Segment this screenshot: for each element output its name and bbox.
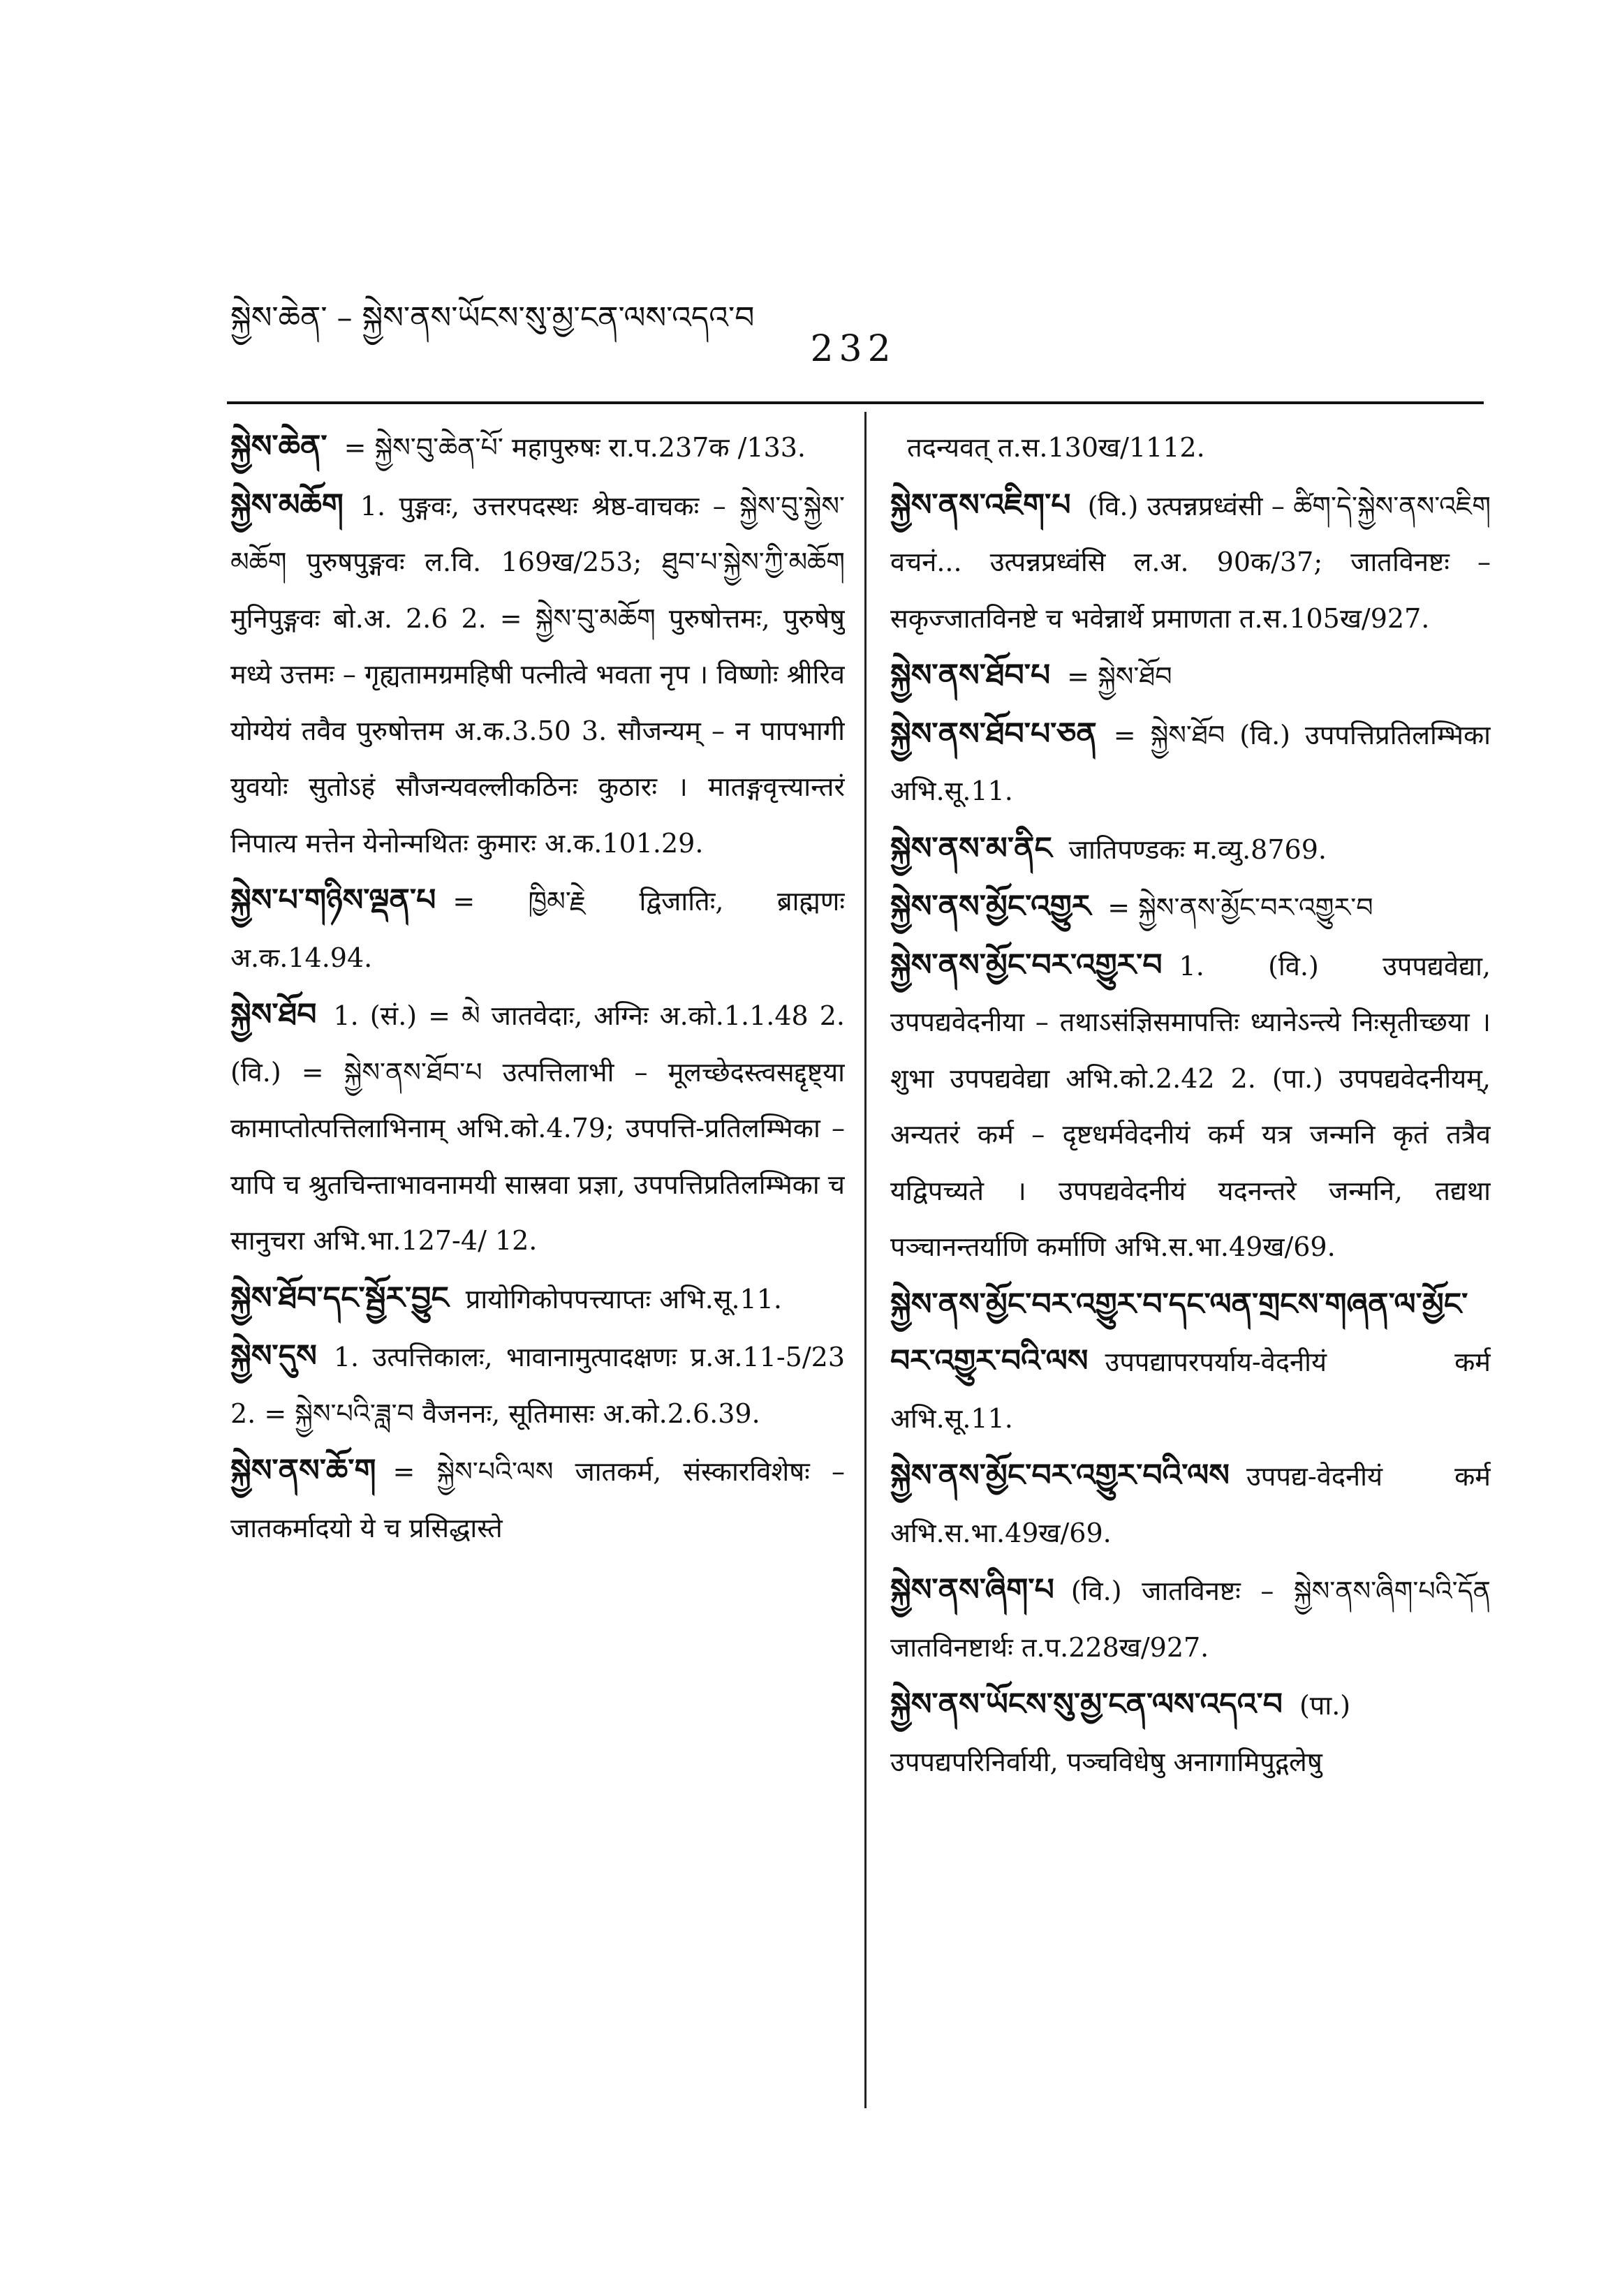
- dictionary-entry: [890, 1277, 1491, 1447]
- right-column: [890, 419, 1491, 2108]
- entry-headword: སྐྱེས་ཐོབ: [230, 997, 317, 1032]
- entry-text: उपपद्य-वेदनीयं कर्म अभि.स.भा.49ख/69.: [890, 1461, 1491, 1548]
- page-number: 232: [810, 328, 897, 370]
- dictionary-entry: [230, 1328, 845, 1442]
- entry-headword: སྐྱེས་ནས་མྱོང་བར་འགྱུར་བའི་ལས: [890, 1458, 1230, 1493]
- entry-text: जातिपण्डकः म.व्यु.8769.: [1068, 834, 1327, 865]
- entry-headword: སྐྱེས་ནས་མྱོང་བར་འགྱུར་བ: [890, 947, 1163, 983]
- dictionary-entry: [230, 1271, 845, 1328]
- entry-headword: སྐྱེས་ནས་ཡོངས་སུ་མྱ་ངན་ལས་འདའ་བ: [890, 1687, 1283, 1722]
- entry-text: = སྐྱེས་པའི་ལས जातकर्म, संस्कारविशेषः – जातकर्मादयो ये च प्रसिद्धास्ते: [230, 1456, 845, 1543]
- dictionary-entry: [890, 1448, 1491, 1561]
- entry-text: (वि.) जातविनष्टः – སྐྱེས་ནས་ཞིག་པའི་དོན जातविनष्टार्थः त.प.228ख/927.: [890, 1576, 1491, 1663]
- entry-headword: སྐྱེས་ནས་མྱོང་འགྱུར: [890, 889, 1091, 924]
- entry-text: उपपद्यापरपर्याय-वेदनीयं कर्म अभि.सू.11.: [890, 1347, 1491, 1434]
- dictionary-entry: [890, 938, 1491, 1275]
- dictionary-entry: [230, 873, 845, 986]
- header-title: སྐྱེས་ཆེན་ – སྐྱེས་ནས་ཡོངས་སུ་མྱ་ངན་ལས་འདའ་བ: [230, 300, 755, 336]
- running-header: [230, 300, 1487, 370]
- column-divider: [864, 412, 867, 2108]
- dictionary-entry: [230, 419, 845, 476]
- dictionary-entry: [890, 1562, 1491, 1675]
- entry-headword: སྐྱེས་མཆོག: [230, 487, 344, 523]
- entry-headword: སྐྱེས་ནས་ཆོ་ག: [230, 1453, 376, 1488]
- dictionary-entry: [890, 879, 1491, 936]
- entry-text: 1. (वि.) उपपद्यवेद्या, उपपद्यवेदनीया – तथाऽसंज्ञिसमापत्तिः ध्यानेऽन्त्ये निःसृतीच्छया । शुभा उपपद्यवेद्या अभि.को.2.42 2. (पा.) उपपद्यवेदनीयम्, अन्यतरं कर्म – दृष्टधर्मवेदनीयं कर्म यत्र जन्मनि कृतं तत्रैव यद्विपच्यते । उपपद्यवेदनीयं यदनन्तरे जन्मनि, तद्यथा पञ्चानन्तर्याणि कर्माणि अभि.स.भा.49ख/69.: [890, 950, 1491, 1262]
- entry-text: (पा.) उपपद्यपरिनिर्वायी, पञ्चविधेषु अनागामिपुद्गलेषु: [890, 1690, 1351, 1777]
- entry-headword: སྐྱེས་ནས་འཇིག་པ: [890, 487, 1071, 523]
- dictionary-entry: [230, 1443, 845, 1556]
- entry-text: = སྐྱེས་ནས་མྱོང་བར་འགྱུར་བ: [1107, 892, 1373, 923]
- entry-text: = སྐྱེས་བུ་ཆེན་པོ་ महापुरुषः रा.प.237क /133.: [344, 432, 806, 463]
- entry-text: (वि.) उत्पन्नप्रध्वंसी – ཚིག་དེ་སྐྱེས་ནས་འཇིག वचनं... उत्पन्नप्रध्वंसि ल.अ. 90क/37; जातविनष्टः – सकृज्जातविनष्टे च भवेन्नार्थे प्रमाणता त.स.105ख/927.: [890, 490, 1491, 634]
- left-column: [230, 419, 845, 2108]
- entry-text: = སྐྱེས་ཐོབ (वि.) उपपत्तिप्रतिलम्भिका अभि.सू.11.: [890, 719, 1491, 806]
- entry-text: तदन्यवत् त.स.130ख/1112.: [907, 432, 1205, 463]
- entry-headword: སྐྱེས་ནས་མྱོང་བར་འགྱུར་བ་དང་ལན་གྲངས་གཞན་ལ་མྱོང་བར་འགྱུར་བའི་ལས: [890, 1286, 1468, 1379]
- dictionary-entry: [230, 987, 845, 1269]
- entry-headword: སྐྱེས་ཆེན་: [230, 429, 327, 464]
- entry-text: 1. (सं.) = མེ जातवेदाः, अग्निः अ.को.1.1.48 2. (वि.) = སྐྱེས་ནས་ཐོབ་པ उत्पत्तिलाभी – मूलच्छेदस्त्वसद्दृष्ट्या कामाप्तोत्पत्तिलाभिनाम् अभि.को.4.79; उपपत्ति-प्रतिलम्भिका – यापि च श्रुतचिन्ताभावनामयी सास्रवा प्रज्ञा, उपपत्तिप्रतिलम्भिका च सानुचरा अभि.भा.127-4/ 12.: [230, 1000, 845, 1256]
- dictionary-entry: [890, 1677, 1491, 1790]
- header-rule: [227, 401, 1484, 404]
- entry-text: 1. उत्पत्तिकालः, भावानामुत्पादक्षणः प्र.अ.11-5/23 2. = སྐྱེས་པའི་ཟླ་བ वैजननः, सूतिमासः अ.को.2.6.39.: [230, 1342, 845, 1429]
- entry-text: 1. पुङ्गवः, उत्तरपदस्थः श्रेष्ठ-वाचकः – སྐྱེས་བུ་སྐྱེས་མཆོག पुरुषपुङ्गवः ल.वि. 169ख/253; ཐུབ་པ་སྐྱེས་ཀྱི་མཆོག मुनिपुङ्गवः बो.अ. 2.6 2. = སྐྱེས་བུ་མཆོག पुरुषोत्तमः, पुरुषेषु मध्ये उत्तमः – गृह्यतामग्रमहिषी पत्नीत्वे भवता नृप । विष्णोः श्रीरिव योग्येयं तवैव पुरुषोत्तम अ.क.3.50 3. सौजन्यम् – न पापभागी युवयोः सुतोऽहं सौजन्यवल्लीकठिनः कुठारः । मातङ्गवृत्त्यान्तरं निपात्य मत्तेन येनोन्मथितः कुमारः अ.क.101.29.: [230, 490, 845, 859]
- entry-text: = སྐྱེས་ཐོབ: [1067, 661, 1172, 692]
- entry-headword: སྐྱེས་ནས་ཞིག་པ: [890, 1572, 1054, 1608]
- entry-headword: སྐྱེས་ནས་མ་ནིང: [890, 830, 1052, 866]
- dictionary-entry: [890, 477, 1491, 647]
- dictionary-entry: [890, 821, 1491, 878]
- entry-text: = ཁྱིམ་རྗེ द्विजातिः, ब्राह्मणः अ.क.14.94.: [230, 886, 845, 973]
- entry-text: प्रायोगिकोपपत्त्याप्तः अभि.सू.11.: [465, 1283, 782, 1314]
- entry-headword: སྐྱེས་ནས་ཐོབ་པ་ཅན: [890, 716, 1097, 752]
- entry-headword: སྐྱེས་པ་གཉིས་ལྡན་པ: [230, 882, 436, 918]
- dictionary-entry: [230, 477, 845, 872]
- dictionary-entry: [890, 648, 1491, 705]
- dictionary-entry: [890, 706, 1491, 820]
- entry-headword: སྐྱེས་ཐོབ་དང་སྦྱོར་བྱུང: [230, 1280, 449, 1316]
- entry-headword: སྐྱེས་ནས་ཐོབ་པ: [890, 658, 1051, 693]
- dictionary-entry-continued: [890, 419, 1491, 476]
- entry-headword: སྐྱེས་དུས: [230, 1338, 317, 1374]
